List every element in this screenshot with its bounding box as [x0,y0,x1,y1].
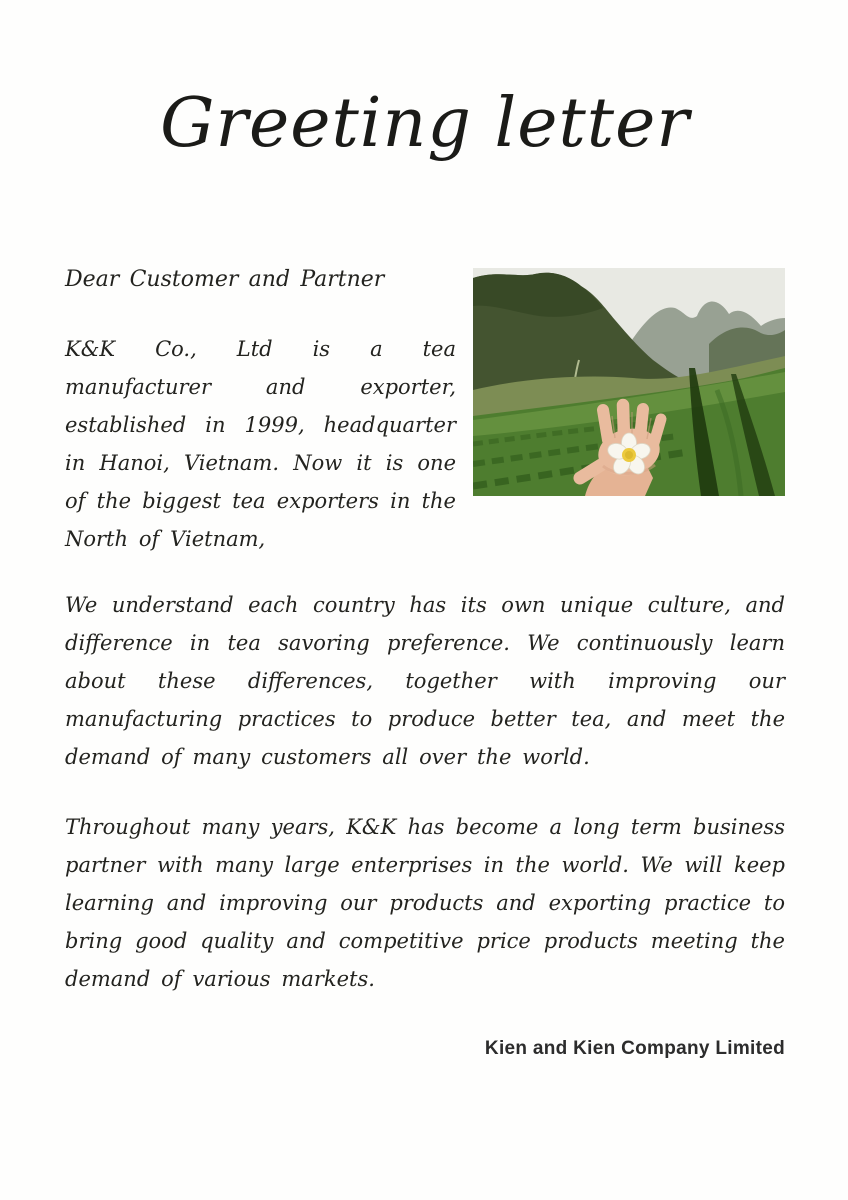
paragraph-company-intro: K&K Co., Ltd is a tea manufacturer and exporter, established in 1999, headquarter in Hanoi, Vietnam. Now it is one of the biggest tea exporters in the North of Vietnam, [65,336,456,551]
tea-plantation-photo [473,268,785,496]
letter-body [65,266,785,1060]
paragraph-culture: We understand each country has its own unique culture, and difference in tea savoring preference. We continuously learn about these differences, together with improving our manufacturing practices to produce better tea, and meet the demand of many customers all over the world. [65,592,785,769]
tea-plantation-illustration [473,268,785,496]
paragraph-partnership: Throughout many years, K&K has become a long term business partner with many large enterprises in the world. We will keep learning and improving our products and exporting practice to bring good quality and competitive price products meeting the demand of various markets. [65,814,785,991]
signature: Kien and Kien Company Limited [484,1037,785,1059]
flower-center-core [625,451,633,459]
salutation: Dear Customer and Partner [65,266,385,292]
page-title: Greeting letter [160,84,690,163]
